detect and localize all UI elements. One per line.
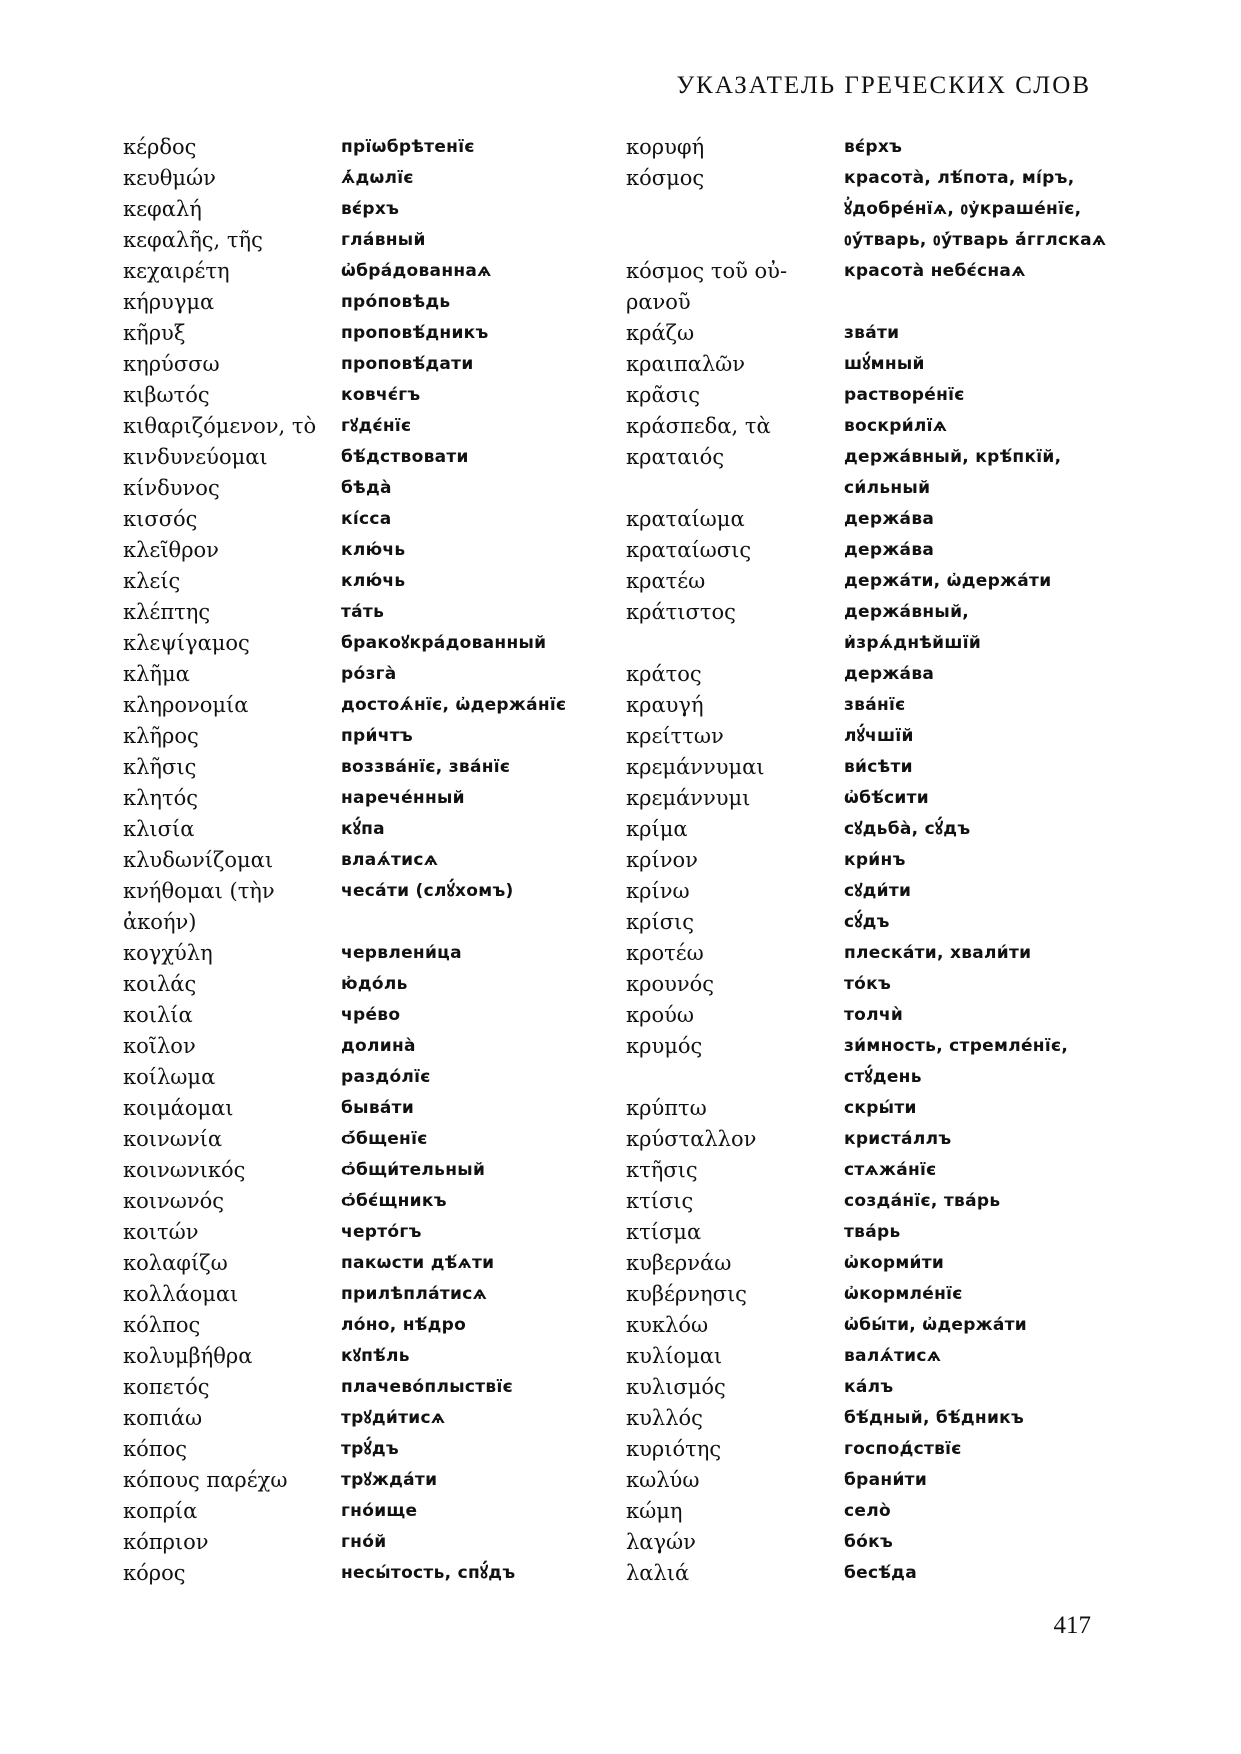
index-entry	[626, 474, 1106, 505]
greek-headword: κεφαλῆς, τῆς	[123, 228, 263, 252]
greek-headword: κόπους παρέχω	[123, 1468, 288, 1492]
greek-headword: λαλιά	[626, 1561, 690, 1585]
greek-headword: κῆρυξ	[123, 321, 186, 345]
slavonic-equivalent: тва́рь	[844, 1222, 901, 1242]
index-entry	[626, 1125, 1106, 1156]
greek-headword: κλισία	[123, 817, 195, 841]
index-entry	[123, 1466, 566, 1497]
slavonic-equivalent: бесѣ́да	[844, 1563, 917, 1583]
index-entry	[123, 381, 566, 412]
slavonic-equivalent: лꙋ́чшїй	[844, 726, 914, 746]
greek-headword: κιβωτός	[123, 383, 210, 407]
slavonic-equivalent: держа́вный,	[844, 602, 970, 622]
greek-headword: κράτιστος	[626, 600, 736, 624]
index-entry	[123, 1342, 566, 1373]
index-entry	[626, 722, 1106, 753]
index-entry	[626, 505, 1106, 536]
greek-headword: κόπος	[123, 1437, 187, 1461]
index-entry	[123, 443, 566, 474]
greek-headword: κηρύσσω	[123, 352, 220, 376]
greek-headword: κολαφίζω	[123, 1251, 228, 1275]
index-entry	[626, 1218, 1106, 1249]
slavonic-equivalent: криста́ллъ	[844, 1129, 952, 1149]
slavonic-equivalent: ю҆до́ль	[341, 974, 408, 994]
index-entry	[626, 412, 1106, 443]
greek-headword: κοιλία	[123, 1003, 193, 1027]
slavonic-equivalent: достоѧ́нїє, ѡ҆держа́нїє	[341, 695, 567, 715]
slavonic-equivalent: быва́ти	[341, 1098, 415, 1118]
index-entry	[123, 691, 566, 722]
greek-headword: κοιτών	[123, 1220, 199, 1244]
greek-headword: λαγών	[626, 1530, 696, 1554]
index-entry	[123, 784, 566, 815]
slavonic-equivalent: ѡ҆бра́дованнаѧ	[341, 261, 492, 281]
index-entry	[123, 815, 566, 846]
index-entry	[123, 753, 566, 784]
greek-headword: κροτέω	[626, 941, 704, 965]
index-entry	[626, 629, 1106, 660]
index-entry	[626, 1404, 1106, 1435]
running-header: УКАЗАТЕЛЬ ГРЕЧЕСКИХ СЛОВ	[676, 72, 1091, 99]
index-entry	[626, 1466, 1106, 1497]
index-entry	[626, 443, 1106, 474]
greek-headword: κεχαιρέτη	[123, 259, 230, 283]
index-entry	[123, 319, 566, 350]
slavonic-equivalent: чеса́ти (слꙋ́хомъ)	[341, 881, 514, 901]
index-entry	[123, 1404, 566, 1435]
slavonic-equivalent: зва́ти	[844, 323, 900, 343]
greek-headword: κλῆμα	[123, 662, 190, 686]
slavonic-equivalent: красота̀, лѣ́пота, мі́ръ,	[844, 168, 1075, 188]
greek-headword: κογχύλη	[123, 941, 213, 965]
slavonic-equivalent: кꙋпѣ́ль	[341, 1346, 410, 1366]
index-entry	[123, 1001, 566, 1032]
greek-headword: κρεμάννυμαι	[626, 755, 765, 779]
slavonic-equivalent: кри́нъ	[844, 850, 906, 870]
index-entry	[123, 350, 566, 381]
greek-headword: κιθαριζόμενον, τὸ	[123, 414, 317, 438]
index-entry	[123, 1373, 566, 1404]
slavonic-equivalent: черто́гъ	[341, 1222, 422, 1242]
greek-headword: κρούω	[626, 1003, 695, 1027]
index-entry	[626, 195, 1106, 226]
greek-headword: κεφαλή	[123, 197, 202, 221]
slavonic-equivalent: брани́ти	[844, 1470, 928, 1490]
slavonic-equivalent: держа́ва	[844, 664, 935, 684]
slavonic-equivalent: гла́вный	[341, 230, 426, 250]
slavonic-equivalent: ковчє́гъ	[341, 385, 421, 405]
index-entry	[626, 1435, 1106, 1466]
greek-headword: κλεψίγαμος	[123, 631, 250, 655]
index-entry	[626, 1528, 1106, 1559]
index-entry	[123, 133, 566, 164]
greek-headword: κόσμος τοῦ οὐ-	[626, 259, 788, 283]
greek-headword: κυβερνάω	[626, 1251, 732, 1275]
slavonic-equivalent: сꙋдьба̀, сꙋ́дъ	[844, 819, 971, 839]
index-entry	[123, 1032, 566, 1063]
index-entry	[123, 1497, 566, 1528]
index-entry	[123, 164, 566, 195]
greek-headword: κρουνός	[626, 972, 715, 996]
index-entry	[626, 1156, 1106, 1187]
slavonic-equivalent: прилѣпла́тисѧ	[341, 1284, 488, 1304]
index-entry	[123, 288, 566, 319]
index-entry	[626, 288, 1106, 319]
slavonic-equivalent: сꙋди́ти	[844, 881, 912, 901]
slavonic-equivalent: зва́нїє	[844, 695, 906, 715]
slavonic-equivalent: господ́ствїє	[844, 1439, 962, 1459]
slavonic-equivalent: клю́чь	[341, 540, 406, 560]
slavonic-equivalent: ка́лъ	[844, 1377, 894, 1397]
index-entry	[123, 722, 566, 753]
slavonic-equivalent: бѣ́дный, бѣ́дникъ	[844, 1408, 1025, 1428]
slavonic-equivalent: сꙋ́дъ	[844, 912, 890, 932]
index-entry	[626, 257, 1106, 288]
slavonic-equivalent: ѻ҆́бщенїє	[341, 1129, 428, 1149]
slavonic-equivalent: толчѝ	[844, 1005, 904, 1025]
greek-headword: κλῆσις	[123, 755, 197, 779]
slavonic-equivalent: и҆зрѧ́днѣйшїй	[844, 633, 982, 653]
greek-headword: κραιπαλῶν	[626, 352, 746, 376]
greek-headword: κρατέω	[626, 569, 706, 593]
greek-headword: κοινωνία	[123, 1127, 223, 1151]
index-entry	[626, 753, 1106, 784]
greek-headword: κόσμος	[626, 166, 705, 190]
slavonic-equivalent: пакѡсти дѣ́ѧти	[341, 1253, 495, 1273]
index-entry	[123, 1094, 566, 1125]
index-entry	[123, 1218, 566, 1249]
greek-headword: κυβέρνησις	[626, 1282, 747, 1306]
slavonic-equivalent: стꙋ́день	[844, 1067, 922, 1087]
slavonic-equivalent: нарече́нный	[341, 788, 465, 808]
slavonic-equivalent: кꙋ́па	[341, 819, 385, 839]
greek-headword: κρίμα	[626, 817, 688, 841]
slavonic-equivalent: шꙋ́мный	[844, 354, 925, 374]
slavonic-equivalent: бѣ́дствовати	[341, 447, 469, 467]
index-entry	[626, 1373, 1106, 1404]
greek-headword: κοπετός	[123, 1375, 210, 1399]
slavonic-equivalent: валѧ́тисѧ	[844, 1346, 942, 1366]
greek-headword: κοιμάομαι	[123, 1096, 234, 1120]
index-entry	[123, 505, 566, 536]
greek-headword: κρᾶσις	[626, 383, 700, 407]
greek-headword: κρεμάννυμι	[626, 786, 751, 810]
slavonic-equivalent: гно́ище	[341, 1501, 418, 1521]
slavonic-equivalent: ѡ҆бы́ти, ѡ҆держа́ти	[844, 1315, 1028, 1335]
index-entry	[626, 1559, 1106, 1590]
slavonic-equivalent: чре́во	[341, 1005, 401, 1025]
index-entry	[626, 226, 1106, 257]
slavonic-equivalent: ви́сѣти	[844, 757, 913, 777]
index-entry	[626, 164, 1106, 195]
index-entry	[626, 1063, 1106, 1094]
slavonic-equivalent: растворе́нїє	[844, 385, 965, 405]
slavonic-equivalent: трꙋ́дъ	[341, 1439, 399, 1459]
greek-headword: κλεῖθρον	[123, 538, 219, 562]
slavonic-equivalent: си́льный	[844, 478, 931, 498]
slavonic-equivalent: ѧ҆́дωлїє	[341, 168, 414, 188]
greek-headword: κρύσταλλον	[626, 1127, 757, 1151]
slavonic-equivalent: кі́сса	[341, 509, 392, 529]
index-entry	[626, 381, 1106, 412]
slavonic-equivalent: ѡ҆корми́ти	[844, 1253, 945, 1273]
greek-headword: κυκλόω	[626, 1313, 709, 1337]
slavonic-equivalent: держа́ва	[844, 540, 935, 560]
index-entry	[123, 226, 566, 257]
slavonic-equivalent: червлени́ца	[341, 943, 462, 963]
index-entry	[123, 1435, 566, 1466]
greek-headword: κρύπτω	[626, 1096, 707, 1120]
index-entry	[123, 1156, 566, 1187]
greek-headword: κωλύω	[626, 1468, 700, 1492]
slavonic-equivalent: бо́къ	[844, 1532, 894, 1552]
index-entry	[626, 1311, 1106, 1342]
greek-headword: κόπριον	[123, 1530, 209, 1554]
greek-headword: κυριότης	[626, 1437, 722, 1461]
index-entry	[626, 1187, 1106, 1218]
slavonic-equivalent: стѧжа́нїє	[844, 1160, 937, 1180]
slavonic-equivalent: проповѣ́дати	[341, 354, 474, 374]
index-entry	[123, 1187, 566, 1218]
greek-headword: κοινωνικός	[123, 1158, 246, 1182]
index-entry	[123, 877, 566, 908]
index-entry	[123, 1063, 566, 1094]
index-entry	[123, 195, 566, 226]
index-entry	[626, 319, 1106, 350]
greek-headword: κολυμβήθρα	[123, 1344, 253, 1368]
greek-headword: ἀκοήν)	[123, 910, 197, 934]
slavonic-equivalent: ᲂу҆́тварь, ᲂу҆́тварь а҆́гглскаѧ	[844, 230, 1107, 250]
greek-headword: κραταιός	[626, 445, 725, 469]
slavonic-equivalent: гꙋдє́нїє	[341, 416, 412, 436]
slavonic-equivalent: долина̀	[341, 1036, 416, 1056]
slavonic-equivalent: зи́мность, стремле́нїє,	[844, 1036, 1069, 1056]
slavonic-equivalent: вє́рхъ	[844, 137, 903, 157]
greek-headword: κλείς	[123, 569, 181, 593]
index-entry	[123, 412, 566, 443]
greek-headword: κρείττων	[626, 724, 724, 748]
greek-headword: κλητός	[123, 786, 199, 810]
slavonic-equivalent: ѻ҆бє́щникъ	[341, 1191, 447, 1211]
index-entry	[626, 350, 1106, 381]
slavonic-equivalent: бракоꙋкра́дованный	[341, 633, 547, 653]
greek-headword: κώμη	[626, 1499, 683, 1523]
index-entry	[626, 567, 1106, 598]
index-entry	[123, 1280, 566, 1311]
index-entry	[123, 1311, 566, 1342]
index-entry	[123, 567, 566, 598]
slavonic-equivalent: воззва́нїє, зва́нїє	[341, 757, 511, 777]
greek-headword: κλῆρος	[123, 724, 199, 748]
index-entry	[626, 970, 1106, 1001]
index-entry	[123, 660, 566, 691]
greek-headword: κυλλός	[626, 1406, 703, 1430]
greek-headword: κοπρία	[123, 1499, 198, 1523]
slavonic-equivalent: влаѧ́тисѧ	[341, 850, 439, 870]
slavonic-equivalent: плеска́ти, хвали́ти	[844, 943, 1032, 963]
index-entry	[626, 815, 1106, 846]
index-entry	[123, 908, 566, 939]
slavonic-equivalent: трꙋжда́ти	[341, 1470, 438, 1490]
left-index-column	[123, 133, 566, 1590]
greek-headword: κοπιάω	[123, 1406, 203, 1430]
slavonic-equivalent: воскри́лїѧ	[844, 416, 948, 436]
greek-headword: κλυδωνίζομαι	[123, 848, 274, 872]
slavonic-equivalent: ѡ҆бѣ́сити	[844, 788, 930, 808]
index-entry	[123, 474, 566, 505]
greek-headword: κευθμών	[123, 166, 216, 190]
index-entry	[123, 536, 566, 567]
slavonic-equivalent: ѡ҆кормле́нїє	[844, 1284, 963, 1304]
index-entry	[123, 257, 566, 288]
index-entry	[123, 1125, 566, 1156]
greek-headword: κορυφή	[626, 135, 705, 159]
greek-headword: κτίσμα	[626, 1220, 702, 1244]
slavonic-equivalent: раздо́лїє	[341, 1067, 431, 1087]
index-entry	[123, 846, 566, 877]
slavonic-equivalent: то́къ	[844, 974, 892, 994]
index-entry	[123, 1528, 566, 1559]
index-entry	[123, 939, 566, 970]
greek-headword: κισσός	[123, 507, 198, 531]
greek-headword: κράζω	[626, 321, 695, 345]
index-entry	[123, 970, 566, 1001]
slavonic-equivalent: проповѣ́дникъ	[341, 323, 489, 343]
index-entry	[626, 846, 1106, 877]
greek-headword: κέρδος	[123, 135, 197, 159]
slavonic-equivalent: ѻ҆бщи́тельный	[341, 1160, 486, 1180]
slavonic-equivalent: клю́чь	[341, 571, 406, 591]
index-entry	[626, 1497, 1106, 1528]
greek-headword: κόρος	[123, 1561, 186, 1585]
index-entry	[123, 1249, 566, 1280]
index-entry	[626, 660, 1106, 691]
greek-headword: κτίσις	[626, 1189, 694, 1213]
slavonic-equivalent: плачево́плыствїє	[341, 1377, 513, 1397]
greek-headword: κινδυνεύομαι	[123, 445, 268, 469]
slavonic-equivalent: держа́ва	[844, 509, 935, 529]
greek-headword: κυλίομαι	[626, 1344, 723, 1368]
slavonic-equivalent: вє́рхъ	[341, 199, 400, 219]
index-entry	[626, 691, 1106, 722]
index-entry	[626, 1001, 1106, 1032]
slavonic-equivalent: та́ть	[341, 602, 385, 622]
greek-headword: κτῆσις	[626, 1158, 698, 1182]
greek-headword: κίνδυνος	[123, 476, 220, 500]
slavonic-equivalent: при́чтъ	[341, 726, 413, 746]
greek-headword: κρυμός	[626, 1034, 703, 1058]
index-entry	[626, 598, 1106, 629]
greek-headword: κραταίωμα	[626, 507, 745, 531]
index-entry	[123, 1559, 566, 1590]
greek-headword: κολλάομαι	[123, 1282, 239, 1306]
greek-headword: κραυγή	[626, 693, 704, 717]
index-entry	[123, 629, 566, 660]
right-index-column	[626, 133, 1106, 1590]
slavonic-equivalent: село̀	[844, 1501, 891, 1521]
greek-headword: κρίσις	[626, 910, 695, 934]
greek-headword: κρίνω	[626, 879, 690, 903]
page-number: 417	[1053, 1612, 1091, 1639]
slavonic-equivalent: про́повѣдь	[341, 292, 451, 312]
slavonic-equivalent: держа́ти, ѡ҆держа́ти	[844, 571, 1052, 591]
index-entry	[123, 598, 566, 629]
greek-headword: κραταίωσις	[626, 538, 752, 562]
index-entry	[626, 1032, 1106, 1063]
slavonic-equivalent: ꙋ҆добре́нїѧ, ᲂу҆краше́нїє,	[844, 199, 1082, 219]
index-entry	[626, 1094, 1106, 1125]
slavonic-equivalent: несы́тость, спꙋ́дъ	[341, 1563, 516, 1583]
slavonic-equivalent: ро́зга̀	[341, 664, 397, 684]
index-entry	[626, 1249, 1106, 1280]
greek-headword: κοιλάς	[123, 972, 197, 996]
greek-headword: κλέπτης	[123, 600, 211, 624]
slavonic-equivalent: красота̀ небє́снаѧ	[844, 261, 1026, 281]
greek-headword: κληρονομία	[123, 693, 249, 717]
slavonic-equivalent: прїωбрѣтенїє	[341, 137, 475, 157]
greek-headword: κράσπεδα, τὰ	[626, 414, 771, 438]
greek-headword: κυλισμός	[626, 1375, 726, 1399]
slavonic-equivalent: скры́ти	[844, 1098, 917, 1118]
greek-headword: κόλπος	[123, 1313, 201, 1337]
slavonic-equivalent: бѣда̀	[341, 478, 392, 498]
slavonic-equivalent: держа́вный, крѣ́пкїй,	[844, 447, 1062, 467]
greek-headword: κοινωνός	[123, 1189, 225, 1213]
slavonic-equivalent: созда́нїє, тва́рь	[844, 1191, 1001, 1211]
slavonic-equivalent: гно́й	[341, 1532, 387, 1552]
index-entry	[626, 908, 1106, 939]
greek-headword: κράτος	[626, 662, 702, 686]
greek-headword: κήρυγμα	[123, 290, 215, 314]
slavonic-equivalent: ло́но, нѣ́дро	[341, 1315, 467, 1335]
greek-headword: κρίνον	[626, 848, 698, 872]
greek-headword: κοίλωμα	[123, 1065, 216, 1089]
greek-headword: κνήθομαι (τὴν	[123, 879, 275, 903]
greek-headword: κοῖλον	[123, 1034, 196, 1058]
index-entry	[626, 784, 1106, 815]
slavonic-equivalent: трꙋди́тисѧ	[341, 1408, 446, 1428]
index-entry	[626, 939, 1106, 970]
index-entry	[626, 536, 1106, 567]
index-entry	[626, 1280, 1106, 1311]
index-entry	[626, 133, 1106, 164]
index-entry	[626, 1342, 1106, 1373]
greek-headword: ρανοῦ	[626, 290, 691, 314]
index-entry	[626, 877, 1106, 908]
